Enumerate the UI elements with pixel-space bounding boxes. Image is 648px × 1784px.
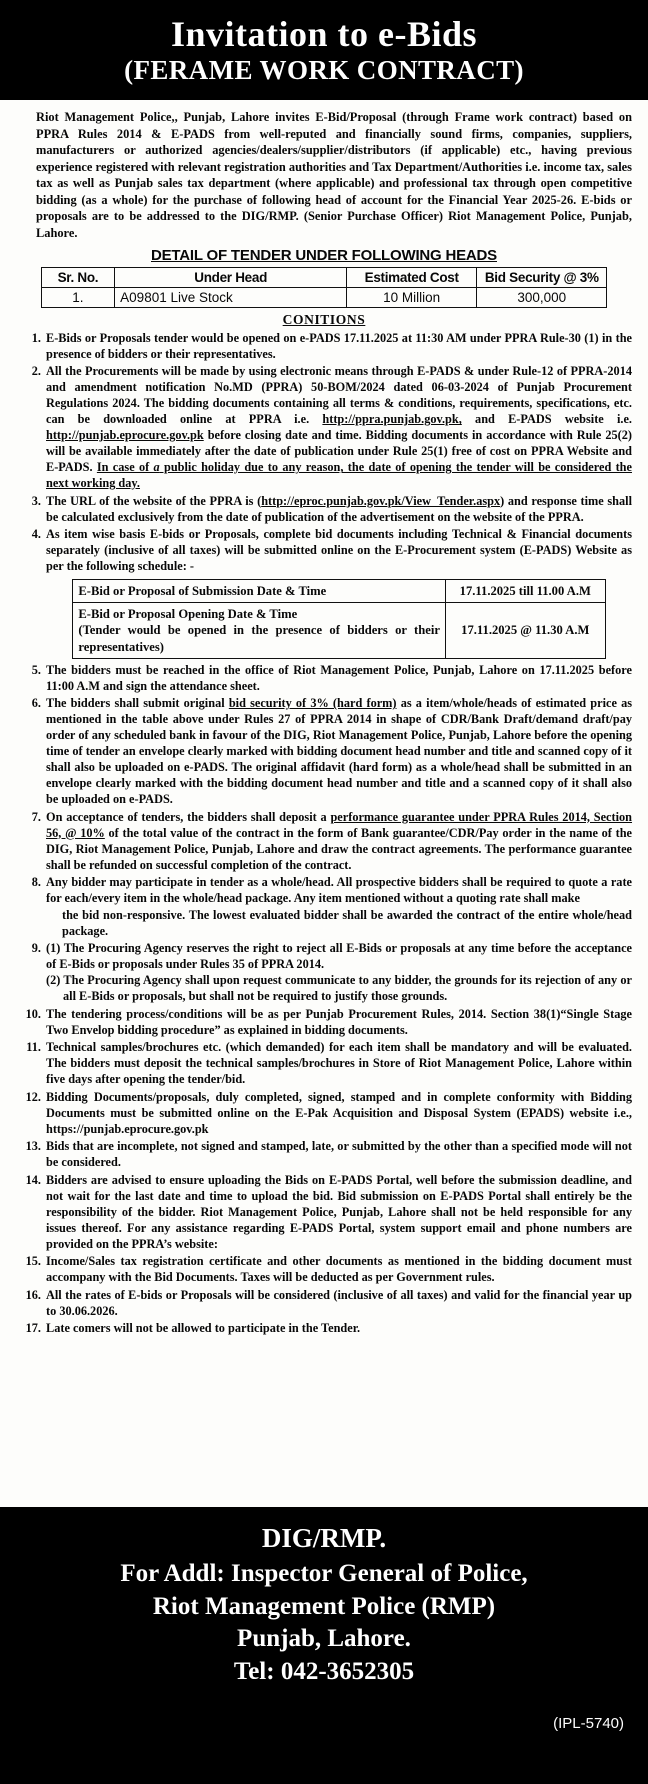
schedule-row-opening [73, 603, 605, 658]
condition-text-3a: The URL of the website of the PPRA is ( [46, 493, 262, 508]
condition-item-2 [44, 364, 632, 492]
schedule-label-opening-line1: E-Bid or Proposal Opening Date & Time [78, 607, 298, 622]
condition-text-6b: as a item/whole/heads of estimated price as mentioned in the table above under Rules 27 of PPRA 2014 in shape of CDR/Bank Draft/demand draft/pay order of any scheduled bank in favour of the DIG, Riot Management Police, Punjab, Lahore before the opening time of tender an envelope clearly marked with bidding document head number and title and scanned copy of it shall also be uploaded on e-PADS. The original affidavit (hard form) as a whole/head shall be submitted in an envelope clearly marked with the bidding document head number and title and a scanned copy of it shall also be uploaded on e-PADS. [46, 696, 633, 807]
condition-text-11: Technical samples/brochures etc. (which demanded) for each item shall be mandatory and will be evaluated. The bidders must deposit the technical samples/brochures in Store of Riot Management Police, Lahore within five days after opening the tender/bid. [46, 1040, 632, 1087]
footer-location: Punjab, Lahore. [237, 1625, 411, 1653]
condition-item-6 [44, 696, 632, 808]
conditions-list [16, 331, 632, 1337]
schedule-label-opening-line2: (Tender would be opened in the presence of bidders or their representatives) [78, 623, 440, 654]
footer-designation: DIG/RMP. [261, 1523, 387, 1553]
condition-text-9-sub1: (1) The Procuring Agency reserves the right to reject all E-Bids or proposals at any time before the acceptance of E-Bids or proposals under Rules 35 of PPRA 2014. [46, 941, 632, 972]
condition-text-3b: ) and response time shall be calculated exclusively from the date of publication of the advertisement on the website of the PPRA. [46, 493, 632, 524]
condition-text-10a: The tendering process/conditions will be as per Punjab Procurement Rules, 2014. [46, 1006, 491, 1021]
cell-bid-security: 300,000 [477, 288, 607, 308]
condition-text-2c: before closing date and time. Bidding documents in accordance with Rule 25(2) will be available immediately after the date of publication under Rule 25(1) free of cost on PPRA Website and E-PADS. [46, 428, 632, 475]
condition-text-8: Any bidder may participate in tender as a whole/head. All prospective bidders shall be required to quote a rate for each/every item in the whole/head package. Any item mentioned without a quoting rate shall make [46, 875, 632, 905]
submission-schedule-table [72, 579, 605, 658]
ppra-website-link[interactable]: http://ppra.punjab.gov.pk, [322, 412, 462, 427]
footer-organization: Riot Management Police (RMP) [152, 1592, 496, 1620]
conditions-heading: CONITIONS [282, 312, 366, 327]
condition-text-14: Bidders are advised to ensure uploading the Bids on E-PADS Portal, well before the submission deadline, and not wait for the last date and time to upload the bid. Bid submission on E-PADS Portal shall entirely be the responsibility of the bidder. Riot Management Police, Punjab, Lahore shall not be held responsible for any issues thereof. For any assistance regarding E-PADS Portal, system support email and phone numbers are provided on the PPRA’s website: [46, 1172, 632, 1251]
schedule-row-submission [73, 580, 605, 603]
footer-banner [0, 1507, 648, 1784]
document-body [0, 100, 648, 1507]
condition-item-9 [44, 941, 632, 1005]
condition-text-12: Bidding Documents/proposals, duly completed, signed, stamped and in complete conformity with Bidding Documents must be submitted online on the E-Pak Acquisition and Disposal System (EPADS) website i.e., https://punjab.eprocure.gov.pk [46, 1089, 632, 1136]
condition-text-13: Bids that are incomplete, not signed and stamped, late, or submitted by the other than a specified mode will not be considered. [46, 1139, 632, 1170]
condition-text-9-sub2: (2) The Procuring Agency shall upon request communicate to any bidder, the grounds for its rejection of any or all E-Bids or proposals, but shall not be required to justify those grounds. [46, 973, 632, 1004]
epads-website-link[interactable]: http://punjab.eprocure.gov.pk [46, 428, 204, 443]
condition-item-5 [44, 663, 632, 695]
heads-table-heading: DETAIL OF TENDER UNDER FOLLOWING HEADS [150, 247, 497, 264]
cell-under-head: A09801 Live Stock [115, 288, 347, 308]
table-header-row [41, 268, 607, 288]
condition-text-7b: of the total value of the contract in the form of Bank guarantee/CDR/Pay order in the name of the DIG, Riot Management Police, Punjab, Lahore and draw the contract agreements. The performance guarantee shall be refunded on successful completion of the contract. [46, 825, 632, 872]
condition-text-5b: before 11:00 A.M and sign the attendance sheet. [46, 662, 632, 693]
condition-item-14 [44, 1173, 632, 1253]
condition-text-2-italic: a [153, 460, 160, 475]
condition-text-2a: All the Procurements will be made by using electronic means through E-PADS & under Rule-12 of PPRA-2014 and amendment notification No.MD (PPRA) 50-BOM/2024 dated 06-03-2024 of Punjab Procurement Regulations 2024. The bidding documents containing all terms & conditions, requirements, specifications, etc. can be downloaded online at PPRA i.e. [46, 364, 632, 427]
advertisement-reference-number: (IPL-5740) [553, 1715, 624, 1732]
condition-text-8-continued: the bid non-responsive. The lowest evaluated bidder shall be awarded the contract of the entire whole/head package. [62, 907, 632, 938]
condition-text-17: Late comers will not be allowed to participate in the Tender. [46, 1321, 361, 1336]
condition-item-10 [44, 1007, 632, 1039]
footer-authority-line: For Addl: Inspector General of Police, [120, 1560, 528, 1588]
cell-sr-no: 1. [41, 288, 115, 308]
condition-item-4 [44, 527, 632, 658]
condition-item-17 [44, 1321, 632, 1337]
header-banner [0, 0, 648, 100]
page-title: Invitation to e-Bids [170, 14, 478, 54]
tender-heads-table [41, 267, 608, 308]
schedule-label-opening [73, 603, 446, 658]
column-header-under-head: Under Head [115, 268, 347, 288]
single-stage-two-envelop-emphasis: Section 38(1)“Single Stage Two Envelop bidding procedure” [46, 1006, 632, 1037]
column-header-estimated-cost: Estimated Cost [347, 268, 477, 288]
column-header-bid-security: Bid Security @ 3% [477, 268, 607, 288]
schedule-label-submission: E-Bid or Proposal of Submission Date & Time [73, 580, 446, 603]
condition-item-11 [44, 1040, 632, 1088]
condition-item-15 [44, 1254, 632, 1286]
condition-text-15: Income/Sales tax registration certificate and other documents as mentioned in the bidding document must accompany with the Bid Documents. Taxes will be deducted as per Government rules. [46, 1254, 632, 1285]
performance-guarantee-emphasis: performance guarantee under PPRA Rules 2014, Section 56, @ 10% [46, 809, 633, 840]
condition-item-7 [44, 810, 632, 874]
schedule-value-opening: 17.11.2025 @ 11.30 A.M [445, 603, 605, 658]
condition-5-date: 17.11.2025 [539, 662, 595, 677]
condition-text-1: E-Bids or Proposals tender would be opened on e-PADS 17.11.2025 at 11:30 AM under PPRA Rule-30 (1) in the presence of bidders or their representatives. [46, 331, 632, 361]
condition-item-3 [44, 494, 632, 526]
page-subtitle: (FERAME WORK CONTRACT) [124, 54, 524, 85]
condition-text-6a: The bidders shall submit original [46, 696, 229, 711]
condition-item-13 [44, 1139, 632, 1171]
column-header-sr-no: Sr. No. [41, 268, 115, 288]
ppra-view-tender-link[interactable]: http://eproc.punjab.gov.pk/View_Tender.aspx [261, 493, 501, 508]
condition-item-12 [44, 1090, 632, 1138]
condition-text-10c: as explained in bidding documents. [220, 1022, 408, 1037]
table-row [41, 288, 607, 308]
condition-text-2-underlined-a: In case of [96, 460, 154, 475]
footer-telephone: Tel: 042-3652305 [233, 1657, 415, 1685]
condition-text-2-underlined-b: public holiday due to any reason, the date of opening the tender will be considered the next working day. [46, 460, 632, 491]
condition-item-1 [44, 331, 632, 363]
condition-text-5a: The bidders must be reached in the office of Riot Management Police, Punjab, Lahore on [46, 662, 540, 677]
schedule-value-submission: 17.11.2025 till 11.00 A.M [445, 580, 605, 603]
condition-item-16 [44, 1288, 632, 1320]
condition-text-7a: On acceptance of tenders, the bidders shall deposit a [46, 809, 331, 824]
condition-text-4: As item wise basis E-bids or Proposals, complete bid documents including Technical & Financial documents separately (inclusive of all taxes) will be submitted online on the E-Procurement system (E-PADS) Website as per the following schedule: - [46, 527, 632, 574]
condition-item-8 [44, 875, 632, 940]
intro-paragraph: Riot Management Police,, Punjab, Lahore invites E-Bid/Proposal (through Frame work contract) based on PPRA Rules 2014 & E-PADS from well-reputed and financially sound firms, companies, suppliers, manufacturers or authorized agencies/dealers/supplier/distributors (if applicable) etc., having previous experience registered with relevant registration authorities and Tax Department/Authorities i.e. income tax, sales tax as well as Punjab sales tax department (where applicable) and professional tax through open competitive bidding (as a whole) for the purchase of following head of account for the Financial Year 2025-26. E-bids or proposals are to be addressed to the DIG/RMP. (Senior Purchase Officer) Riot Management Police, Punjab, Lahore. [36, 110, 632, 240]
condition-text-2b: and E-PADS website i.e. [461, 412, 632, 427]
cell-estimated-cost: 10 Million [347, 288, 477, 308]
bid-security-emphasis: bid security of 3% (hard form) [228, 696, 397, 711]
condition-text-16: All the rates of E-bids or Proposals will be considered (inclusive of all taxes) and valid for the financial year up to 30.06.2026. [46, 1287, 632, 1318]
